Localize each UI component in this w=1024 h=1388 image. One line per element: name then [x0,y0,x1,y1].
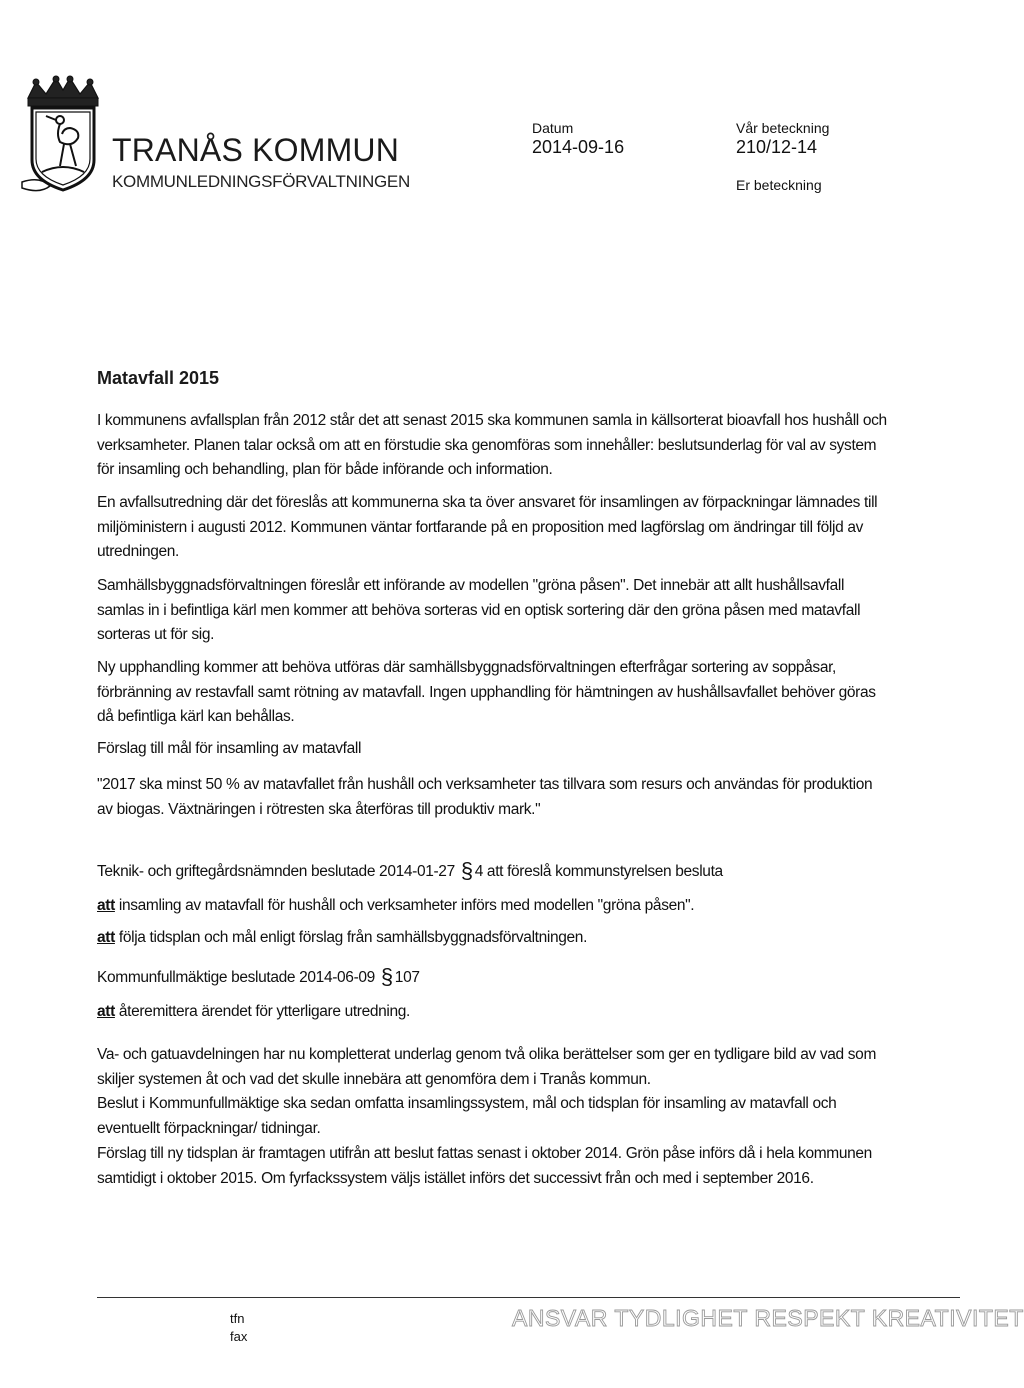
section-sign: § [460,858,473,883]
paragraph-avfallsutredning: En avfallsutredning där det föreslås att kommunerna ska ta över ansvaret för insamlingen av förpackningar lämnades till miljöministern i augusti 2012. Kommunen väntar fortfarande på en proposition med lagförslag om ändringar till följd av utredningen. [97,494,878,560]
paragraph-tidsplan: Förslag till ny tidsplan är framtagen utifrån att beslut fattas senast i oktober 2014. Grön påse införs då i hela kommunen samtidigt i oktober 2015. Om fyrfackssystem väljs istället införs det successivt från och med i september 2016. [97,1145,872,1187]
decision-1-item-1-text: insamling av matavfall för hushåll och verksamheter införs med modellen "gröna påsen". [118,897,695,914]
paragraph-beslut: Beslut i Kommunfullmäktige ska sedan omfatta insamlingssystem, mål och tidsplan för insamling av matavfall och eventuellt förpackningar/ tidningar. [97,1095,837,1137]
decision-2-number: 107 [394,969,420,986]
date-value: 2014-09-16 [532,137,625,157]
decision-1-item-2-text: följa tidsplan och mål enligt förslag från samhällsbyggnadsförvaltningen. [118,929,588,946]
date-label: Datum [532,120,574,136]
department-name: KOMMUNLEDNINGSFÖRVALTNINGEN [112,172,410,191]
decision-1-text: Teknik- och griftegårdsnämnden beslutade 2014-01-27 [97,863,455,880]
decision-2-heading [97,966,887,991]
decision-1-number: 4 att föreslå kommunstyrelsen besluta [474,863,723,880]
footer-motto: ANSVAR TYDLIGHET RESPEKT KREATIVITET [512,1305,1024,1331]
att-keyword: att [97,1003,115,1020]
our-reference-label: Vår beteckning [736,120,830,136]
phone-label: tfn [230,1311,245,1326]
decision-2-item-1-text: återemittera ärendet för ytterligare utredning. [118,1003,411,1020]
paragraph-goal-heading: Förslag till mål för insamling av matavfall [97,740,362,757]
crest-stork-icon [20,76,106,196]
decision-2-text: Kommunfullmäktige beslutade 2014-06-09 [97,969,375,986]
decision-1-item-1 [97,894,887,919]
your-reference-label: Er beteckning [736,177,822,193]
decision-1-item-2 [97,926,887,951]
paragraph-upphandling: Ny upphandling kommer att behöva utföras där samhällsbyggnadsförvaltningen efterfrågar sortering av soppåsar, förbränning av restavfall samt rötning av matavfall. Ingen upphandling för hämtningen av hushållsavfallet behöver göras då befintliga kärl kan behållas. [97,659,876,725]
paragraph-grona-pasen: Samhällsbyggnadsförvaltningen föreslår ett införande av modellen "gröna påsen". Det innebär att allt hushållsavfall samlas in i befintliga kärl men kommer att behöva sorteras vid en optisk sortering där den gröna påsen med matavfall sorteras ut för sig. [97,577,861,643]
organization-name: TRANÅS KOMMUN [112,132,400,168]
decision-1-heading [97,860,887,885]
section-sign: § [380,964,393,989]
decision-2-item-1 [97,1000,887,1025]
document-title: Matavfall 2015 [97,368,220,388]
our-reference-value: 210/12-14 [736,137,818,157]
paragraph-goal-quote: "2017 ska minst 50 % av matavfallet från hushåll och verksamheter tas tillvara som resurs och användas för produktion av biogas. Växtnäringen i rötresten ska återföras till produktiv mark." [97,776,873,818]
footer-divider [97,1297,960,1298]
paragraph-avfallsplan: I kommunens avfallsplan från 2012 står det att senast 2015 ska kommunen samla in källsorterat bioavfall hos hushåll och verksamheter. Planen talar också om att en förstudie ska genomföras som innehåller: beslutsunderlag för val av system för insamling och behandling, plan för både införande och information. [97,412,887,478]
att-keyword: att [97,897,115,914]
att-keyword: att [97,929,115,946]
paragraph-va-gata: Va- och gatuavdelningen har nu kompletterat underlag genom två olika berättelser som ger en tydligare bild av vad som skiljer systemen åt och vad det skulle innebära att genomföra dem i Tranås kommun. [97,1046,877,1088]
fax-label: fax [230,1329,248,1344]
